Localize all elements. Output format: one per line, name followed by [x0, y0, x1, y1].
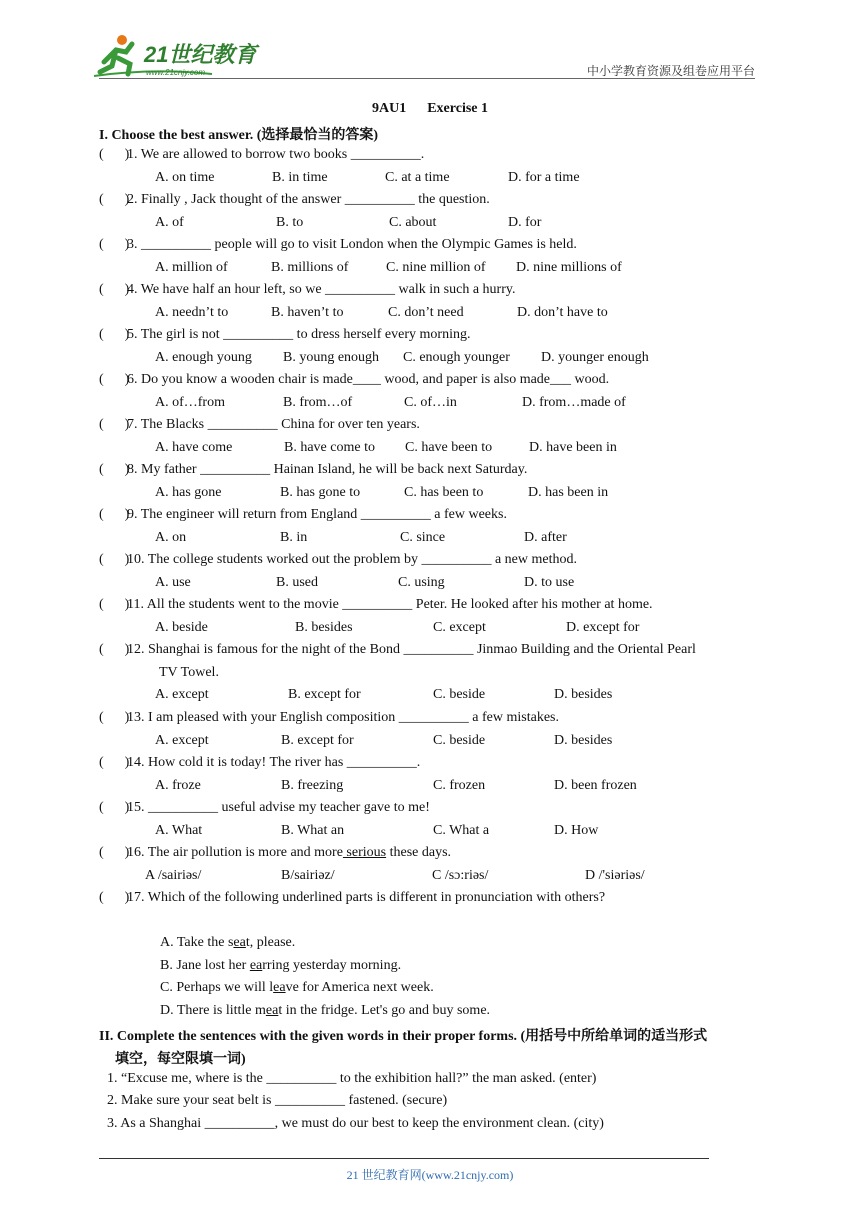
option-a[interactable]: A. have come — [155, 440, 233, 455]
option-b[interactable]: B. except for — [288, 687, 361, 702]
option-a[interactable]: A. What — [155, 823, 203, 838]
option-c[interactable]: C. of…in — [404, 395, 457, 410]
answer-blank[interactable]: ( ) — [99, 597, 130, 612]
option-a[interactable]: A. beside — [155, 620, 208, 635]
fill-item-1: 1. “Excuse me, where is the __________ to the exhibition hall?” the man asked. (enter) — [107, 1071, 597, 1086]
question-9 — [99, 507, 507, 523]
option-c[interactable]: C. except — [433, 620, 486, 635]
option-b[interactable]: B. have come to — [284, 440, 375, 455]
answer-blank[interactable]: ( ) — [99, 800, 130, 815]
option-b[interactable]: B. used — [276, 575, 318, 590]
question-text: 1. We are allowed to borrow two books __________. — [127, 147, 425, 162]
page-title: 9AU1 Exercise 1 — [372, 101, 488, 116]
answer-blank[interactable]: ( ) — [99, 147, 130, 162]
answer-blank[interactable]: ( ) — [99, 890, 130, 905]
option-text-part: rring yesterday morning. — [262, 958, 402, 973]
question-text: 12. Shanghai is famous for the night of the Bond __________ Jinmao Building and the Oriental Pearl — [127, 642, 696, 657]
option-c[interactable]: C. has been to — [404, 485, 484, 500]
answer-blank[interactable]: ( ) — [99, 417, 130, 432]
section2-heading: II. Complete the sentences with the given words in their proper forms. (用括号中所给单词的适当形式 — [99, 1029, 708, 1044]
option-d[interactable]: D. besides — [554, 687, 613, 702]
question-2 — [99, 192, 490, 208]
footer-text: 21 世纪教育网(www.21cnjy.com) — [346, 1168, 514, 1182]
option-a[interactable]: A. on time — [155, 170, 215, 185]
question-12 — [99, 642, 696, 658]
answer-blank[interactable]: ( ) — [99, 372, 130, 387]
option-c[interactable]: C. about — [389, 215, 437, 230]
answer-blank[interactable]: ( ) — [99, 237, 130, 252]
option-c[interactable]: C. enough younger — [403, 350, 510, 365]
option-d[interactable]: D /'siəriəs/ — [585, 868, 645, 883]
option-c[interactable]: C. frozen — [433, 778, 486, 793]
platform-name: 中小学教育资源及组卷应用平台 — [586, 64, 755, 78]
question-text: 9. The engineer will return from England __________ a few weeks. — [127, 507, 507, 522]
option-a[interactable]: A. has gone — [155, 485, 222, 500]
pronunciation-option-c[interactable] — [160, 980, 434, 996]
option-b[interactable]: B. in time — [272, 170, 328, 185]
option-a[interactable]: A. use — [155, 575, 191, 590]
question-17 — [99, 890, 605, 906]
option-b[interactable]: B. from…of — [283, 395, 353, 410]
option-text-part: B. Jane lost her — [160, 958, 250, 973]
question-text: 6. Do you know a wooden chair is made____ wood, and paper is also made___ wood. — [127, 372, 610, 387]
option-text-part: ea — [273, 980, 286, 995]
question-text-part: serious — [342, 845, 387, 860]
option-c[interactable]: C. have been to — [405, 440, 493, 455]
option-b[interactable]: B. to — [276, 215, 304, 230]
option-b[interactable]: B. except for — [281, 733, 354, 748]
option-text-part: t, please. — [245, 935, 296, 950]
option-c[interactable]: C. since — [400, 530, 446, 545]
answer-blank[interactable]: ( ) — [99, 552, 130, 567]
fill-item-3: 3. As a Shanghai __________, we must do our best to keep the environment clean. (city) — [107, 1116, 604, 1131]
option-d[interactable]: D. been frozen — [554, 778, 637, 793]
question-text: 17. Which of the following underlined parts is different in pronunciation with others? — [127, 890, 606, 905]
question-13 — [99, 710, 559, 726]
question-1 — [99, 147, 424, 163]
question-text-part: 16. The air pollution is more and more — [127, 845, 343, 860]
option-a[interactable]: A. froze — [155, 778, 201, 793]
option-d[interactable]: D. younger enough — [541, 350, 649, 365]
option-d[interactable]: D. except for — [566, 620, 640, 635]
option-b[interactable]: B. freezing — [281, 778, 344, 793]
question-text-part: these days. — [386, 845, 452, 860]
question-text: 4. We have half an hour left, so we __________ walk in such a hurry. — [127, 282, 516, 297]
option-d[interactable]: D. for a time — [508, 170, 580, 185]
question-text: 8. My father __________ Hainan Island, he will be back next Saturday. — [127, 462, 528, 477]
question-6 — [99, 372, 609, 388]
site-logo — [92, 32, 262, 80]
option-d[interactable]: D. don’t have to — [517, 305, 608, 320]
answer-blank[interactable]: ( ) — [99, 282, 130, 297]
option-b[interactable]: B. besides — [295, 620, 353, 635]
option-a[interactable]: A. except — [155, 733, 209, 748]
svg-text:www.21cnjy.com: www.21cnjy.com — [146, 68, 205, 77]
svg-text:21世纪教育: 21世纪教育 — [144, 42, 257, 67]
option-b[interactable]: B/sairiəz/ — [281, 868, 335, 883]
option-text-part: A. Take the s — [160, 935, 234, 950]
option-d[interactable]: D. besides — [554, 733, 613, 748]
answer-blank[interactable]: ( ) — [99, 755, 130, 770]
option-d[interactable]: D. How — [554, 823, 599, 838]
option-b[interactable]: B. in — [280, 530, 308, 545]
question-11 — [99, 597, 653, 613]
option-text-part: ea — [233, 935, 246, 950]
question-text: 15. __________ useful advise my teacher gave to me! — [127, 800, 430, 815]
option-d[interactable]: D. to use — [524, 575, 575, 590]
option-a[interactable]: A. enough young — [155, 350, 252, 365]
pronunciation-option-b[interactable] — [160, 958, 401, 974]
question-continuation: TV Towel. — [159, 665, 219, 680]
option-c[interactable]: C. using — [398, 575, 445, 590]
answer-blank[interactable]: ( ) — [99, 462, 130, 477]
option-text-part: C. Perhaps we will l — [160, 980, 274, 995]
option-text-part: D. There is little m — [160, 1003, 266, 1018]
option-a[interactable]: A. of — [155, 215, 184, 230]
option-d[interactable]: D. has been in — [528, 485, 609, 500]
option-c[interactable]: C. beside — [433, 733, 486, 748]
question-text: 3. __________ people will go to visit London when the Olympic Games is held. — [127, 237, 577, 252]
option-text-part: ea — [265, 1003, 279, 1018]
option-a[interactable]: A. on — [155, 530, 187, 545]
question-text: 5. The girl is not __________ to dress herself every morning. — [127, 327, 471, 342]
option-d[interactable]: D. for — [508, 215, 542, 230]
question-5 — [99, 327, 470, 343]
pronunciation-option-d[interactable] — [160, 1003, 490, 1019]
option-b[interactable]: B. has gone to — [280, 485, 361, 500]
option-c[interactable]: C. at a time — [385, 170, 450, 185]
option-b[interactable]: B. millions of — [271, 260, 349, 275]
footer-rule — [99, 1158, 709, 1159]
option-a[interactable]: A. needn’t to — [155, 305, 229, 320]
option-b[interactable]: B. What an — [281, 823, 345, 838]
answer-blank[interactable]: ( ) — [99, 710, 130, 725]
question-10 — [99, 552, 577, 568]
option-d[interactable]: D. nine millions of — [516, 260, 622, 275]
option-b[interactable]: B. young enough — [283, 350, 380, 365]
option-c[interactable]: C. nine million of — [386, 260, 486, 275]
question-16 — [99, 845, 451, 861]
question-text: 2. Finally , Jack thought of the answer __________ the question. — [127, 192, 490, 207]
pronunciation-option-a[interactable] — [160, 935, 295, 951]
option-text-part: ea — [249, 958, 263, 973]
header-rule — [99, 78, 755, 79]
fill-item-2: 2. Make sure your seat belt is __________ fastened. (secure) — [107, 1093, 448, 1108]
question-7 — [99, 417, 420, 433]
answer-blank[interactable]: ( ) — [99, 507, 130, 522]
question-3 — [99, 237, 577, 253]
section2-heading-cont: 填空，每空限填一词) — [115, 1052, 246, 1067]
option-a[interactable]: A. except — [155, 687, 209, 702]
question-text: 11. All the students went to the movie __________ Peter. He looked after his mother at home. — [127, 597, 653, 612]
option-d[interactable]: D. from…made of — [522, 395, 626, 410]
option-c[interactable]: C. don’t need — [388, 305, 464, 320]
option-c[interactable]: C. beside — [433, 687, 486, 702]
section1-heading: I. Choose the best answer. (选择最恰当的答案) — [99, 128, 379, 143]
question-8 — [99, 462, 527, 478]
answer-blank[interactable]: ( ) — [99, 192, 130, 207]
answer-blank[interactable]: ( ) — [99, 642, 130, 657]
question-14 — [99, 755, 420, 771]
question-text: 14. How cold it is today! The river has __________. — [127, 755, 421, 770]
question-15 — [99, 800, 430, 816]
option-a[interactable]: A /sairiəs/ — [145, 868, 202, 883]
option-d[interactable]: D. after — [524, 530, 567, 545]
question-text: 7. The Blacks __________ China for over ten years. — [127, 417, 420, 432]
option-c[interactable]: C. What a — [433, 823, 490, 838]
option-text-part: ve for America next week. — [285, 980, 434, 995]
option-text-part: t in the fridge. Let's go and buy some. — [278, 1003, 491, 1018]
option-a[interactable]: A. million of — [155, 260, 228, 275]
question-text: 10. The college students worked out the problem by __________ a new method. — [127, 552, 577, 567]
answer-blank[interactable]: ( ) — [99, 845, 130, 860]
answer-blank[interactable]: ( ) — [99, 327, 130, 342]
question-4 — [99, 282, 515, 298]
option-c[interactable]: C /sɔ:riəs/ — [432, 868, 489, 883]
option-d[interactable]: D. have been in — [529, 440, 617, 455]
runner-logo-icon — [92, 32, 262, 80]
question-text: 13. I am pleased with your English composition __________ a few mistakes. — [127, 710, 559, 725]
option-b[interactable]: B. haven’t to — [271, 305, 344, 320]
option-a[interactable]: A. of…from — [155, 395, 225, 410]
